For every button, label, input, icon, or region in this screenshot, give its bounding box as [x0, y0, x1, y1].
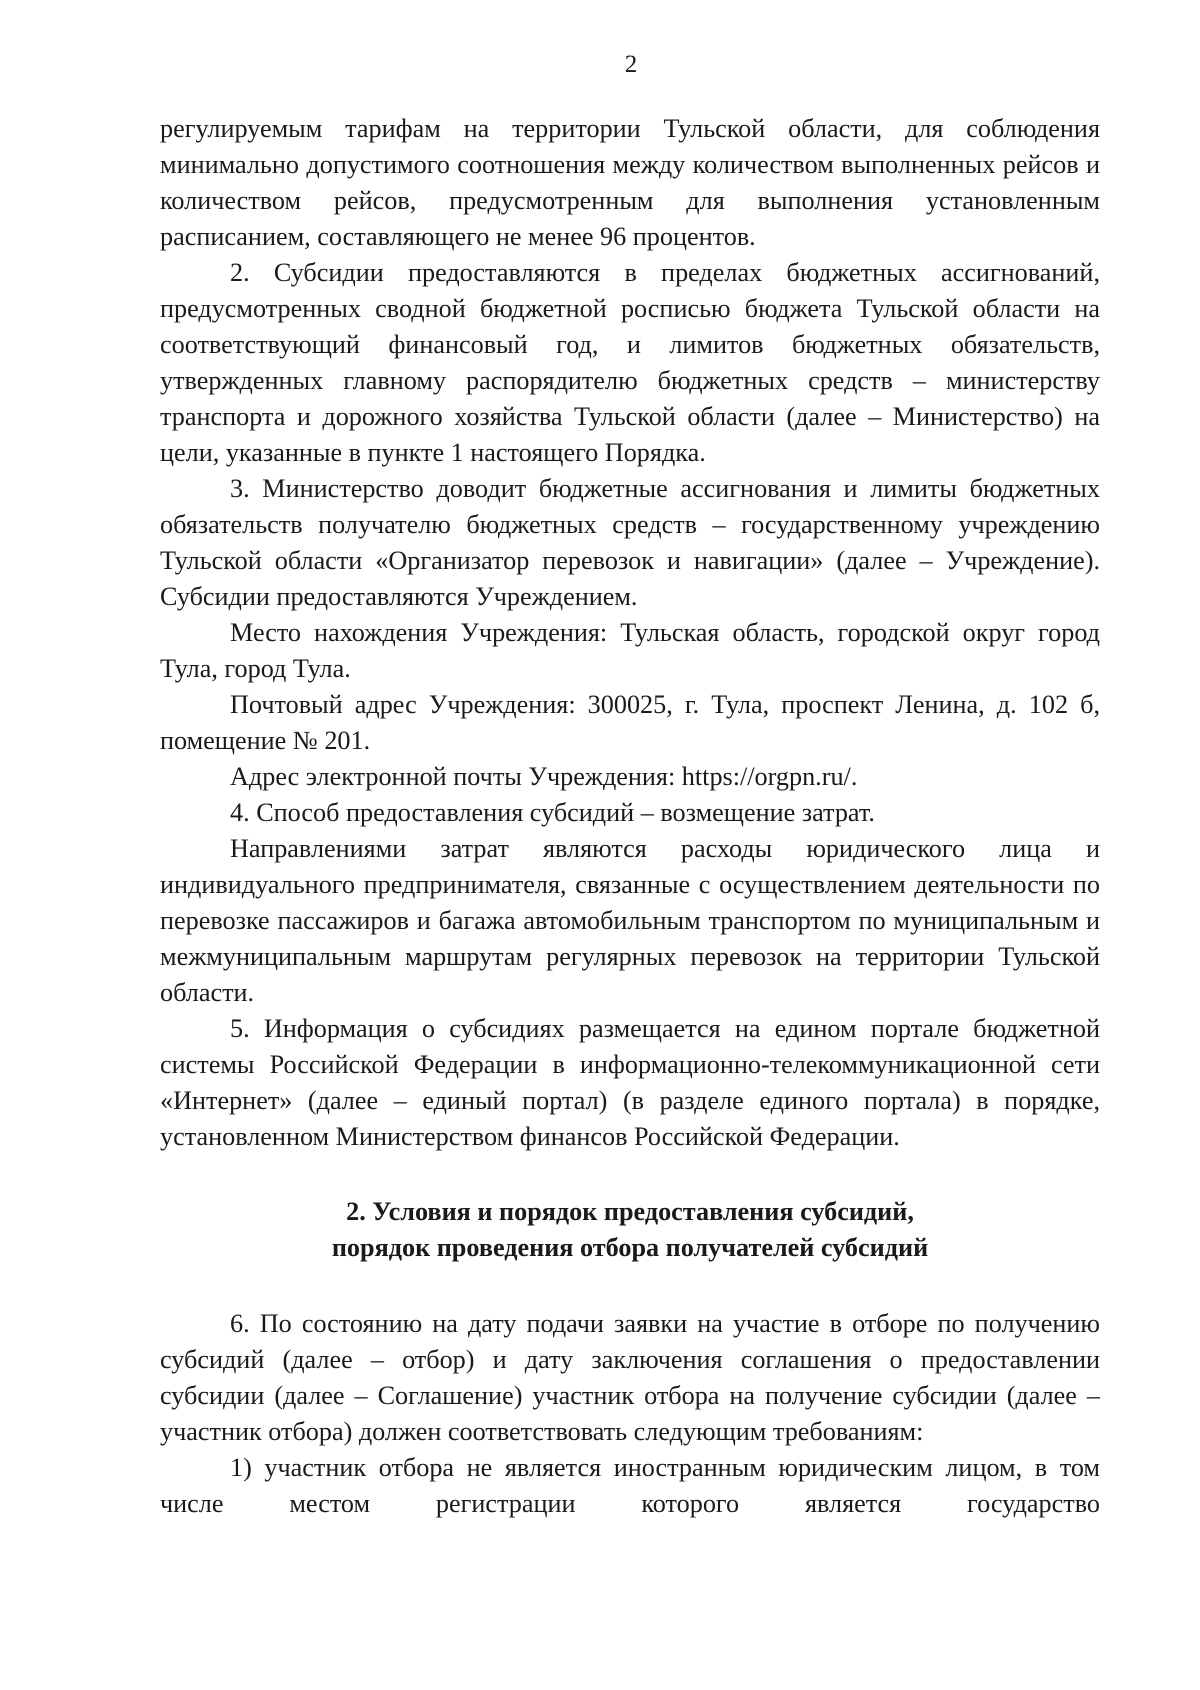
- section-heading-line-1: 2. Условия и порядок предоставления субсидий,: [346, 1197, 914, 1226]
- paragraph-cost-directions: Направлениями затрат являются расходы юридического лица и индивидуального предпринимателя, связанные с осуществлением деятельности по перевозке пассажиров и багажа автомобильным транспортом по муниципальным и межмуниципальным маршрутам регулярных перевозок на территории Тульской области.: [160, 834, 1100, 1007]
- paragraph-item-4: 4. Способ предоставления субсидий – возмещение затрат.: [230, 798, 875, 827]
- section-heading: [160, 1194, 1100, 1266]
- paragraph-item-6: 6. По состоянию на дату подачи заявки на участие в отборе по получению субсидий (далее – отбор) и дату заключения соглашения о предоставлении субсидии (далее – Соглашение) участник отбора на получение субсидии (далее – участник отбора) должен соответствовать следующим требованиям:: [160, 1309, 1100, 1446]
- paragraph-postal-address: Почтовый адрес Учреждения: 300025, г. Тула, проспект Ленина, д. 102 б, помещение № 201.: [160, 690, 1100, 755]
- paragraph-item-5: 5. Информация о субсидиях размещается на едином портале бюджетной системы Российской Федерации в информационно-телекоммуникационной сети «Интернет» (далее – единый портал) (в разделе единого портала) в порядке, установленном Министерством финансов Российской Федерации.: [160, 1014, 1100, 1151]
- document-body: [160, 111, 1100, 1522]
- paragraph-continuation: регулируемым тарифам на территории Тульской области, для соблюдения минимально допустимого соотношения между количеством выполненных рейсов и количеством рейсов, предусмотренным для выполнения установленным расписанием, составляющего не менее 96 процентов.: [160, 114, 1100, 251]
- section-heading-line-2: порядок проведения отбора получателей субсидий: [331, 1233, 929, 1262]
- paragraph-item-2: 2. Субсидии предоставляются в пределах бюджетных ассигнований, предусмотренных сводной бюджетной росписью бюджета Тульской области на соответствующий финансовый год, и лимитов бюджетных обязательств, утвержденных главному распорядителю бюджетных средств – министерству транспорта и дорожного хозяйства Тульской области (далее – Министерство) на цели, указанные в пункте 1 настоящего Порядка.: [160, 258, 1100, 467]
- paragraph-subitem-1: 1) участник отбора не является иностранным юридическим лицом, в том числе местом регистрации которого является государство: [160, 1453, 1100, 1518]
- page-number: 2: [624, 51, 638, 78]
- paragraph-item-3: 3. Министерство доводит бюджетные ассигнования и лимиты бюджетных обязательств получателю бюджетных средств – государственному учреждению Тульской области «Организатор перевозок и навигации» (далее – Учреждение). Субсидии предоставляются Учреждением.: [160, 474, 1100, 611]
- paragraph-email-address: Адрес электронной почты Учреждения: https://orgpn.ru/.: [230, 762, 858, 791]
- paragraph-location: Место нахождения Учреждения: Тульская область, городской округ город Тула, город Тула.: [160, 618, 1100, 683]
